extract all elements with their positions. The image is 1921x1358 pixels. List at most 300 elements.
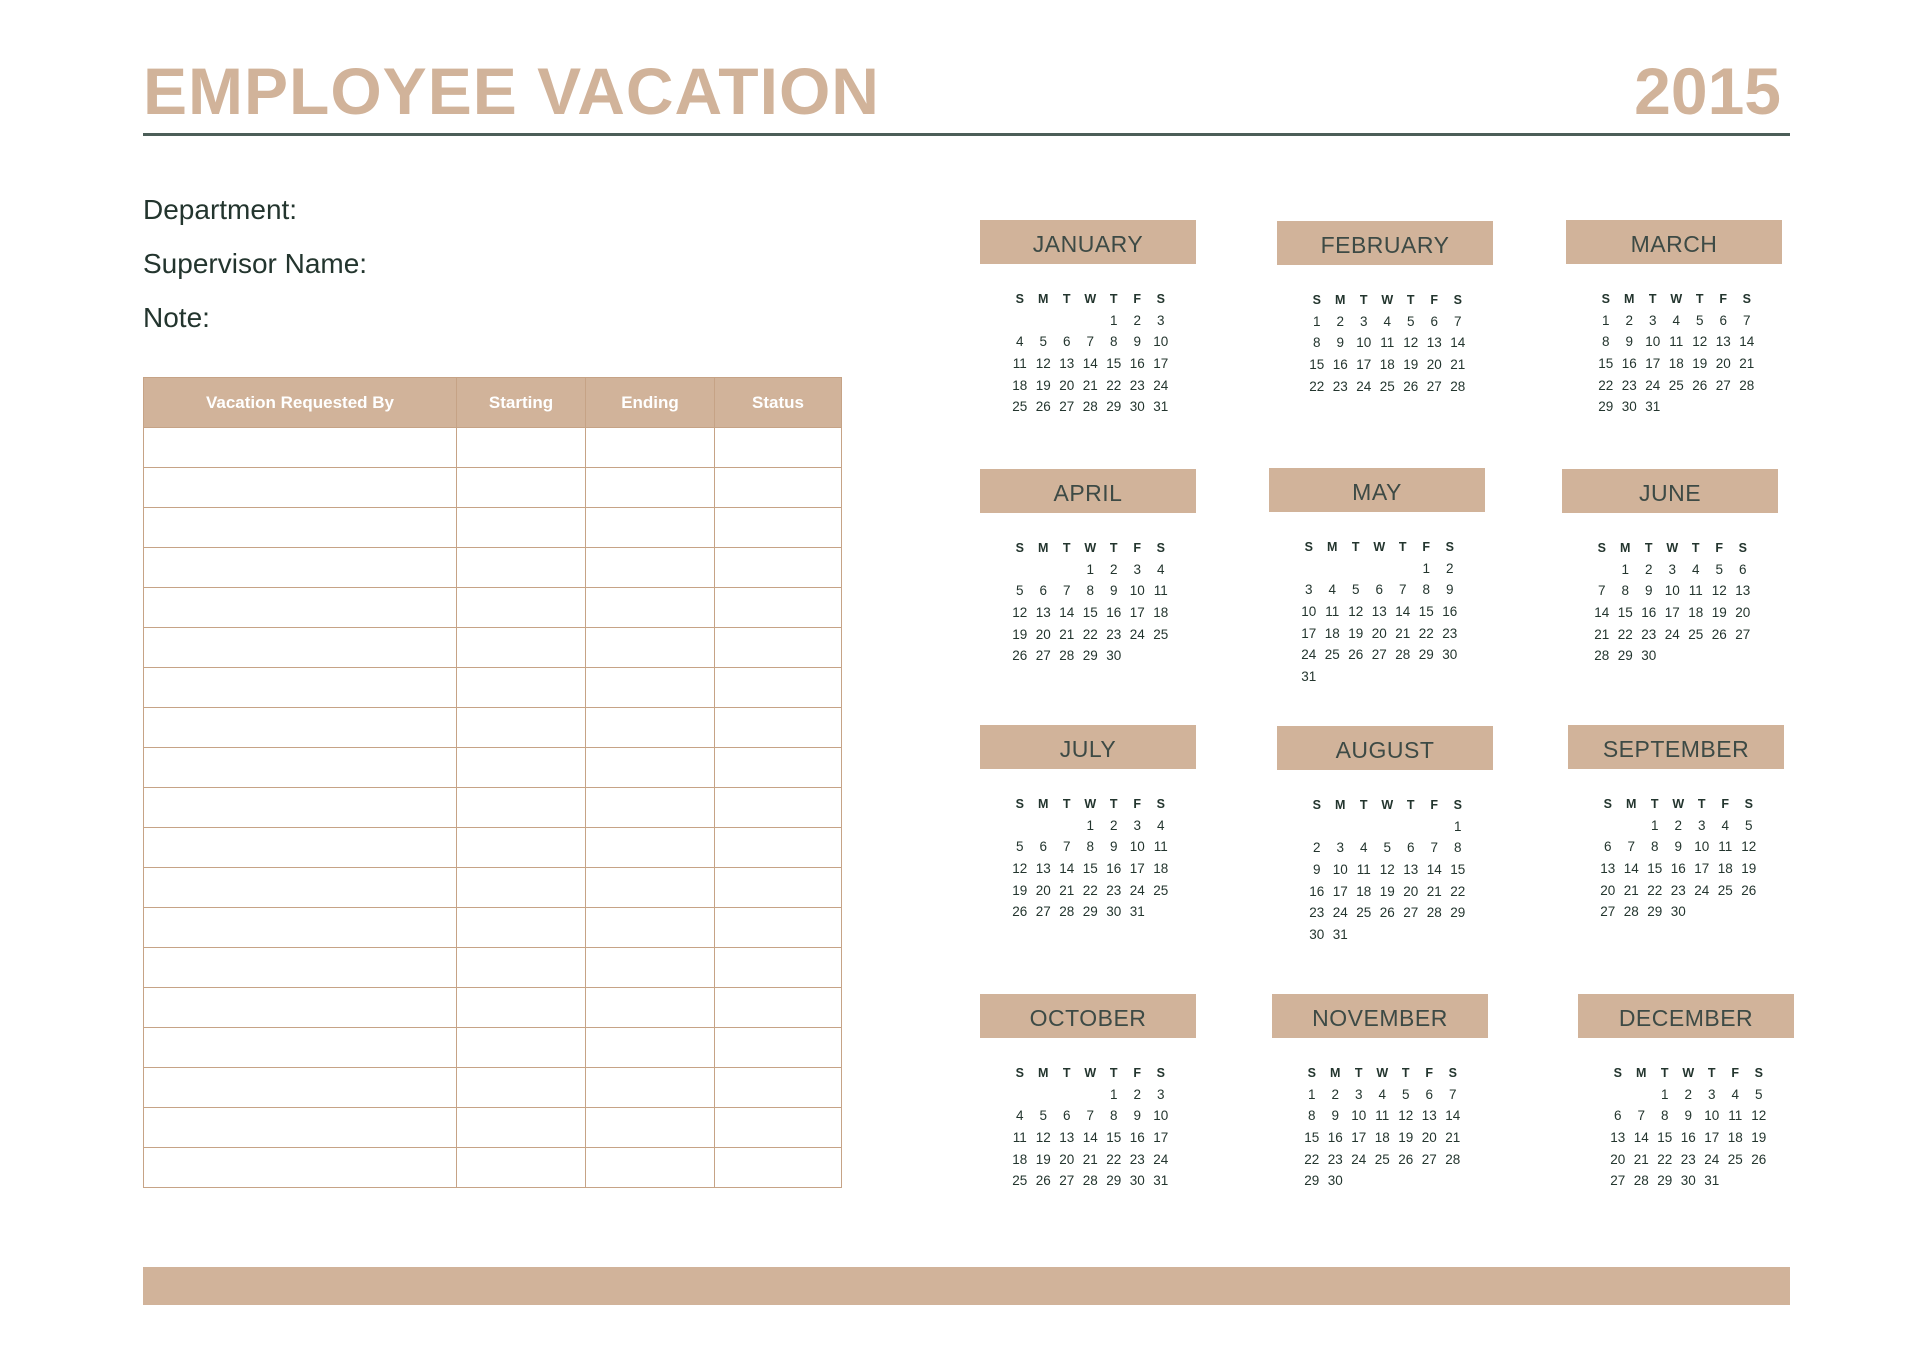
- calendar-day: 15: [1657, 1130, 1673, 1146]
- table-cell[interactable]: [144, 868, 457, 908]
- calendar-day: 21: [1082, 1151, 1098, 1167]
- calendar-day: 18: [1379, 357, 1395, 373]
- calendar-day: 25: [1153, 882, 1169, 898]
- calendar-day: 22: [1598, 377, 1614, 393]
- table-cell[interactable]: [715, 1148, 842, 1188]
- weekday-label: F: [1133, 1065, 1142, 1080]
- calendar-day: 17: [1153, 1130, 1169, 1146]
- calendar-day: 26: [1012, 904, 1028, 920]
- calendar-day: 23: [1129, 377, 1145, 393]
- calendar-day: 19: [1035, 1151, 1051, 1167]
- calendar-day: 31: [1153, 399, 1169, 415]
- calendar-day: 7: [1627, 839, 1635, 855]
- month-calendar-august: [1277, 726, 1493, 945]
- column-header-starting: Starting: [457, 378, 586, 428]
- table-cell[interactable]: [457, 1068, 586, 1108]
- table-cell[interactable]: [457, 748, 586, 788]
- weekday-label: T: [1398, 539, 1407, 554]
- weekday-label: T: [1109, 1065, 1118, 1080]
- month-grid: [1008, 1062, 1173, 1192]
- calendar-day: 30: [1106, 904, 1122, 920]
- calendar-day: 1: [1601, 312, 1610, 328]
- table-cell[interactable]: [144, 748, 457, 788]
- calendar-day: 14: [1450, 335, 1466, 351]
- table-cell[interactable]: [586, 1148, 715, 1188]
- calendar-day: 14: [1623, 861, 1639, 877]
- calendar-day: 4: [1383, 313, 1391, 329]
- calendar-day: 5: [1744, 817, 1753, 833]
- table-cell[interactable]: [144, 788, 457, 828]
- weekday-label: M: [1038, 291, 1049, 306]
- table-cell[interactable]: [715, 428, 842, 468]
- calendar-day: 3: [1707, 1086, 1716, 1102]
- calendar-day: 12: [1035, 1130, 1051, 1146]
- month-calendar-october: [980, 994, 1196, 1192]
- table-cell[interactable]: [586, 908, 715, 948]
- calendar-day: 13: [1059, 1130, 1075, 1146]
- calendar-day: 23: [1129, 1151, 1145, 1167]
- table-cell[interactable]: [457, 628, 586, 668]
- calendar-day: 28: [1594, 648, 1610, 664]
- week-row: [1594, 396, 1759, 418]
- calendar-day: 29: [1647, 904, 1663, 920]
- weekday-label: T: [1691, 540, 1700, 555]
- calendar-day: 9: [1684, 1108, 1692, 1124]
- calendar-day: 8: [1086, 583, 1094, 599]
- weekday-header-row: [1305, 794, 1470, 816]
- week-row: [1606, 1170, 1771, 1192]
- weekday-label: S: [1015, 1065, 1024, 1080]
- weekday-label: W: [1682, 1065, 1695, 1080]
- table-cell[interactable]: [715, 588, 842, 628]
- weekday-label: T: [1062, 291, 1071, 306]
- calendar-day: 26: [1751, 1151, 1767, 1167]
- weekday-label: T: [1650, 796, 1659, 811]
- calendar-day: 3: [1359, 313, 1368, 329]
- table-cell[interactable]: [144, 548, 457, 588]
- calendar-day: 7: [1637, 1108, 1645, 1124]
- weekday-label: F: [1430, 292, 1439, 307]
- calendar-day: 12: [1751, 1108, 1767, 1124]
- calendar-day: 18: [1688, 605, 1704, 621]
- calendar-day: 14: [1633, 1130, 1649, 1146]
- week-row: [1008, 331, 1173, 353]
- calendar-day: 19: [1379, 883, 1395, 899]
- column-header-ending: Ending: [586, 378, 715, 428]
- table-cell[interactable]: [144, 828, 457, 868]
- table-cell[interactable]: [586, 708, 715, 748]
- table-cell[interactable]: [586, 628, 715, 668]
- table-row: [144, 908, 842, 948]
- table-cell[interactable]: [457, 1108, 586, 1148]
- calendar-day: 23: [1106, 882, 1122, 898]
- table-cell[interactable]: [586, 868, 715, 908]
- weekday-label: T: [1109, 291, 1118, 306]
- calendar-day: 6: [1613, 1108, 1622, 1124]
- table-row: [144, 588, 842, 628]
- table-cell[interactable]: [586, 548, 715, 588]
- calendar-day: 23: [1621, 377, 1637, 393]
- calendar-day: 28: [1082, 1173, 1098, 1189]
- calendar-day: 13: [1371, 604, 1387, 620]
- table-cell[interactable]: [144, 1148, 457, 1188]
- calendar-day: 11: [1669, 334, 1684, 350]
- table-cell[interactable]: [586, 468, 715, 508]
- calendar-day: 23: [1327, 1151, 1343, 1167]
- calendar-day: 10: [1664, 583, 1680, 599]
- week-row: [1305, 332, 1470, 354]
- table-cell[interactable]: [457, 1148, 586, 1188]
- table-cell[interactable]: [457, 508, 586, 548]
- calendar-day: 10: [1129, 583, 1145, 599]
- calendar-day: 27: [1715, 377, 1731, 393]
- table-cell[interactable]: [144, 988, 457, 1028]
- weekday-header-row: [1305, 289, 1470, 311]
- calendar-day: 22: [1647, 882, 1663, 898]
- table-cell[interactable]: [586, 428, 715, 468]
- calendar-day: 5: [1715, 561, 1723, 577]
- table-cell[interactable]: [457, 868, 586, 908]
- calendar-day: 4: [1015, 1108, 1024, 1124]
- calendar-day: 2: [1133, 1086, 1141, 1102]
- table-row: [144, 508, 842, 548]
- table-cell[interactable]: [715, 468, 842, 508]
- calendar-day: 31: [1301, 668, 1317, 684]
- calendar-day: 6: [1039, 839, 1047, 855]
- table-cell[interactable]: [144, 1068, 457, 1108]
- weekday-label: W: [1084, 291, 1097, 306]
- week-row: [1596, 858, 1761, 880]
- week-row: [1606, 1105, 1771, 1127]
- table-cell[interactable]: [586, 508, 715, 548]
- weekday-label: T: [1062, 540, 1071, 555]
- calendar-day: 6: [1039, 583, 1047, 599]
- table-cell[interactable]: [457, 548, 586, 588]
- calendar-day: 13: [1600, 861, 1616, 877]
- calendar-day: 27: [1035, 648, 1051, 664]
- table-cell[interactable]: [457, 588, 586, 628]
- weekday-label: F: [1425, 1065, 1434, 1080]
- table-cell[interactable]: [144, 908, 457, 948]
- table-cell[interactable]: [586, 1028, 715, 1068]
- week-row: [1590, 623, 1755, 645]
- table-cell[interactable]: [586, 988, 715, 1028]
- calendar-day: 28: [1445, 1151, 1461, 1167]
- calendar-day: 28: [1059, 648, 1075, 664]
- calendar-day: 25: [1688, 626, 1704, 642]
- week-row: [1008, 602, 1173, 624]
- table-cell[interactable]: [586, 948, 715, 988]
- week-row: [1008, 901, 1173, 923]
- calendar-day: 17: [1704, 1130, 1720, 1146]
- calendar-day: 28: [1450, 378, 1466, 394]
- calendar-day: 3: [1156, 312, 1165, 328]
- table-cell[interactable]: [715, 948, 842, 988]
- table-cell[interactable]: [586, 668, 715, 708]
- calendar-day: 28: [1082, 399, 1098, 415]
- calendar-day: 9: [1109, 583, 1118, 599]
- calendar-day: 7: [1597, 583, 1606, 599]
- calendar-day: 4: [1691, 561, 1700, 577]
- weekday-label: S: [1601, 291, 1610, 306]
- table-cell[interactable]: [457, 1028, 586, 1068]
- month-calendar-april: [980, 469, 1196, 667]
- calendar-day: 11: [1728, 1108, 1743, 1124]
- table-cell[interactable]: [715, 868, 842, 908]
- calendar-day: 16: [1670, 861, 1686, 877]
- calendar-day: 24: [1704, 1151, 1720, 1167]
- week-row: [1590, 580, 1755, 602]
- weekday-label: F: [1721, 796, 1730, 811]
- table-cell[interactable]: [586, 1108, 715, 1148]
- table-cell[interactable]: [144, 428, 457, 468]
- calendar-day: 24: [1694, 882, 1710, 898]
- calendar-day: 20: [1426, 357, 1442, 373]
- calendar-day: 8: [1312, 335, 1321, 351]
- weekday-label: S: [1754, 1065, 1763, 1080]
- calendar-day: 23: [1332, 378, 1348, 394]
- month-title: MAY: [1269, 468, 1485, 512]
- calendar-day: 6: [1062, 1108, 1071, 1124]
- calendar-day: 19: [1035, 377, 1051, 393]
- calendar-day: 26: [1035, 399, 1051, 415]
- table-cell[interactable]: [144, 468, 457, 508]
- week-row: [1596, 815, 1761, 837]
- calendar-day: 8: [1109, 334, 1118, 350]
- table-cell[interactable]: [144, 588, 457, 628]
- calendar-day: 25: [1012, 399, 1028, 415]
- calendar-day: 9: [1133, 334, 1141, 350]
- calendar-day: 18: [1012, 1151, 1028, 1167]
- calendar-day: 13: [1035, 605, 1051, 621]
- calendar-day: 20: [1371, 625, 1387, 641]
- header-divider: [143, 133, 1790, 136]
- table-cell[interactable]: [586, 748, 715, 788]
- calendar-day: 10: [1301, 604, 1317, 620]
- calendar-day: 30: [1106, 648, 1122, 664]
- calendar-day: 19: [1012, 626, 1028, 642]
- calendar-day: 1: [1650, 817, 1659, 833]
- table-cell[interactable]: [144, 628, 457, 668]
- calendar-day: 8: [1453, 840, 1462, 856]
- table-cell[interactable]: [457, 428, 586, 468]
- week-row: [1590, 645, 1755, 667]
- week-row: [1297, 558, 1462, 580]
- weekday-label: T: [1354, 1065, 1363, 1080]
- calendar-day: 5: [1754, 1086, 1763, 1102]
- calendar-day: 24: [1332, 905, 1348, 921]
- calendar-day: 30: [1670, 904, 1686, 920]
- calendar-day: 18: [1356, 883, 1372, 899]
- department-label: Department:: [143, 194, 298, 225]
- table-cell[interactable]: [715, 1108, 842, 1148]
- month-title: OCTOBER: [980, 994, 1196, 1038]
- table-cell[interactable]: [144, 508, 457, 548]
- table-cell[interactable]: [144, 1028, 457, 1068]
- calendar-day: 7: [1062, 583, 1071, 599]
- table-cell[interactable]: [715, 788, 842, 828]
- calendar-day: 9: [1445, 582, 1454, 598]
- calendar-day: 17: [1332, 883, 1348, 899]
- calendar-day: 1: [1621, 561, 1629, 577]
- table-cell[interactable]: [715, 1028, 842, 1068]
- calendar-day: 8: [1422, 582, 1430, 598]
- month-title: DECEMBER: [1578, 994, 1794, 1038]
- calendar-day: 13: [1421, 1108, 1437, 1124]
- calendar-day: 1: [1312, 313, 1321, 329]
- table-cell[interactable]: [586, 828, 715, 868]
- calendar-day: 9: [1331, 1108, 1339, 1124]
- calendar-day: 26: [1012, 648, 1028, 664]
- table-cell[interactable]: [457, 948, 586, 988]
- calendar-day: 29: [1082, 648, 1098, 664]
- weekday-label: M: [1038, 1065, 1049, 1080]
- table-cell[interactable]: [715, 988, 842, 1028]
- week-row: [1594, 374, 1759, 396]
- calendar-day: 8: [1650, 839, 1659, 855]
- year-label: 2015: [1634, 54, 1781, 128]
- weekday-label: T: [1359, 292, 1368, 307]
- calendar-day: 4: [1156, 561, 1165, 577]
- table-cell[interactable]: [715, 908, 842, 948]
- calendar-day: 8: [1307, 1108, 1316, 1124]
- table-cell[interactable]: [715, 668, 842, 708]
- table-cell[interactable]: [715, 508, 842, 548]
- month-grid: [1606, 1062, 1771, 1192]
- month-title: NOVEMBER: [1272, 994, 1488, 1038]
- table-cell[interactable]: [457, 468, 586, 508]
- calendar-day: 19: [1711, 605, 1727, 621]
- calendar-day: 20: [1035, 882, 1051, 898]
- weekday-label: S: [1445, 539, 1454, 554]
- calendar-day: 1: [1307, 1086, 1316, 1102]
- month-calendar-december: [1578, 994, 1794, 1192]
- calendar-day: 3: [1304, 582, 1313, 598]
- calendar-day: 14: [1082, 356, 1098, 372]
- table-cell[interactable]: [715, 708, 842, 748]
- calendar-day: 8: [1086, 839, 1094, 855]
- weekday-label: S: [1312, 292, 1321, 307]
- weekday-label: S: [1448, 1065, 1457, 1080]
- table-row: [144, 1148, 842, 1188]
- table-cell[interactable]: [144, 948, 457, 988]
- calendar-day: 11: [1153, 839, 1168, 855]
- calendar-day: 26: [1692, 377, 1708, 393]
- calendar-day: 5: [1406, 313, 1415, 329]
- week-row: [1305, 837, 1470, 859]
- calendar-day: 15: [1450, 862, 1466, 878]
- table-cell[interactable]: [457, 828, 586, 868]
- weekday-label: M: [1038, 540, 1049, 555]
- table-cell[interactable]: [457, 788, 586, 828]
- weekday-label: F: [1715, 540, 1724, 555]
- calendar-day: 27: [1403, 905, 1419, 921]
- calendar-day: 22: [1082, 626, 1098, 642]
- calendar-day: 12: [1035, 356, 1051, 372]
- calendar-day: 12: [1012, 861, 1028, 877]
- calendar-day: 11: [1718, 839, 1733, 855]
- calendar-day: 8: [1621, 583, 1629, 599]
- calendar-day: 16: [1332, 357, 1348, 373]
- weekday-label: W: [1373, 539, 1386, 554]
- calendar-day: 17: [1645, 356, 1661, 372]
- week-row: [1008, 374, 1173, 396]
- calendar-day: 17: [1129, 861, 1145, 877]
- calendar-day: 18: [1717, 861, 1733, 877]
- table-cell[interactable]: [715, 828, 842, 868]
- month-grid: [1305, 289, 1470, 397]
- supervisor-name-label: Supervisor Name:: [143, 248, 368, 279]
- week-row: [1008, 836, 1173, 858]
- table-row: [144, 548, 842, 588]
- table-cell[interactable]: [715, 748, 842, 788]
- calendar-day: 2: [1684, 1086, 1692, 1102]
- calendar-day: 5: [1351, 582, 1360, 598]
- calendar-day: 21: [1623, 882, 1639, 898]
- table-cell[interactable]: [457, 708, 586, 748]
- calendar-day: 22: [1082, 882, 1098, 898]
- table-cell[interactable]: [715, 548, 842, 588]
- calendar-day: 17: [1694, 861, 1710, 877]
- calendar-day: 18: [1374, 1130, 1390, 1146]
- table-cell[interactable]: [586, 588, 715, 628]
- weekday-label: F: [1133, 540, 1142, 555]
- calendar-day: 20: [1610, 1151, 1626, 1167]
- calendar-day: 29: [1106, 399, 1122, 415]
- calendar-day: 16: [1129, 1130, 1145, 1146]
- weekday-header-row: [1008, 537, 1173, 559]
- month-grid: [1300, 1062, 1465, 1192]
- calendar-day: 31: [1645, 399, 1661, 415]
- week-row: [1008, 645, 1173, 667]
- table-cell[interactable]: [586, 1068, 715, 1108]
- weekday-label: S: [1156, 1065, 1165, 1080]
- month-calendar-july: [980, 725, 1196, 923]
- calendar-day: 16: [1106, 605, 1122, 621]
- table-cell[interactable]: [144, 1108, 457, 1148]
- calendar-day: 25: [1153, 626, 1169, 642]
- table-row: [144, 708, 842, 748]
- calendar-day: 12: [1692, 334, 1708, 350]
- calendar-day: 5: [1015, 839, 1024, 855]
- month-grid: [1008, 537, 1173, 667]
- calendar-day: 24: [1645, 377, 1661, 393]
- calendar-day: 3: [1133, 561, 1141, 577]
- table-cell[interactable]: [715, 628, 842, 668]
- table-cell[interactable]: [715, 1068, 842, 1108]
- table-cell[interactable]: [144, 668, 457, 708]
- table-cell[interactable]: [586, 788, 715, 828]
- calendar-day: 2: [1109, 817, 1118, 833]
- weekday-label: M: [1335, 797, 1346, 812]
- weekday-label: W: [1672, 796, 1685, 811]
- calendar-day: 14: [1395, 604, 1411, 620]
- calendar-day: 30: [1129, 1173, 1145, 1189]
- calendar-day: 18: [1012, 377, 1028, 393]
- table-cell[interactable]: [144, 708, 457, 748]
- table-cell[interactable]: [457, 668, 586, 708]
- calendar-day: 27: [1735, 626, 1751, 642]
- table-cell[interactable]: [457, 988, 586, 1028]
- table-cell[interactable]: [457, 908, 586, 948]
- week-row: [1305, 311, 1470, 333]
- calendar-day: 24: [1129, 882, 1145, 898]
- calendar-day: 3: [1697, 817, 1706, 833]
- calendar-day: 21: [1059, 882, 1075, 898]
- month-calendar-november: [1272, 994, 1488, 1192]
- week-row: [1594, 331, 1759, 353]
- calendar-day: 14: [1059, 861, 1075, 877]
